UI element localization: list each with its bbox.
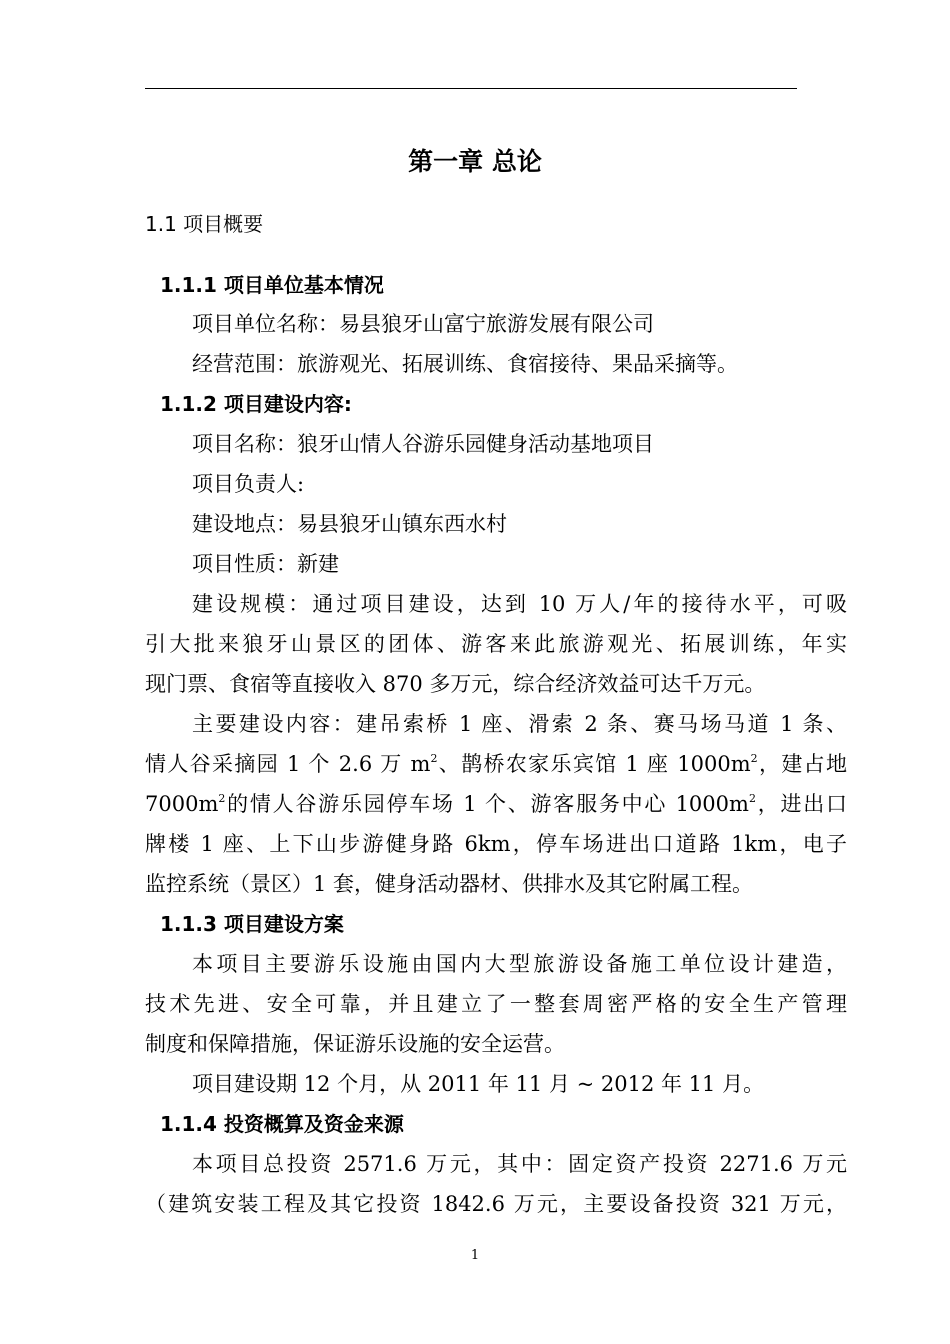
- scale-line-1: 建设规模：通过项目建设，达到 10 万人/年的接待水平，可吸: [192, 592, 847, 616]
- business-scope-line: 经营范围：旅游观光、拓展训练、食宿接待、果品采摘等。: [192, 352, 738, 376]
- scale-line-2: 引大批来狼牙山景区的团体、游客来此旅游观光、拓展训练，年实: [145, 632, 847, 656]
- superscript: 2: [750, 752, 758, 765]
- main-content-line-2: 情人谷采摘园 1 个 2.6 万 $m^2$、鹊桥农家乐宾馆 1 座 $1000m^2$，建占地: [145, 752, 848, 776]
- superscript: 2: [218, 792, 226, 805]
- main-content-line-4: 牌楼 1 座、上下山步游健身路 6km，停车场进出口道路 1km，电子: [145, 832, 847, 856]
- page-number: 1: [470, 1248, 480, 1263]
- scale-line-3: 现门票、食宿等直接收入 870 多万元，综合经济效益可达千万元。: [145, 672, 766, 696]
- construction-period-line: 项目建设期 12 个月，从 2011 年 11 月 ~ 2012 年 11 月。: [192, 1072, 765, 1096]
- investment-line-1: 本项目总投资 2571.6 万元，其中：固定资产投资 2271.6 万元: [192, 1152, 847, 1176]
- location-line: 建设地点：易县狼牙山镇东西水村: [192, 512, 507, 536]
- investment-line-2: （建筑安装工程及其它投资 1842.6 万元，主要设备投资 321 万元，: [145, 1192, 847, 1216]
- project-leader-line: 项目负责人:: [192, 472, 305, 496]
- header-rule: [145, 88, 797, 89]
- subsection-heading-1-1-4: 1.1.4 投资概算及资金来源: [160, 1112, 404, 1136]
- scheme-line-3: 制度和保障措施，保证游乐设施的安全运营。: [145, 1032, 565, 1056]
- scheme-line-2: 技术先进、安全可靠，并且建立了一整套周密严格的安全生产管理: [145, 992, 847, 1016]
- superscript: 2: [430, 752, 438, 765]
- nature-line: 项目性质：新建: [192, 552, 339, 576]
- superscript: 2: [748, 792, 756, 805]
- main-content-line-3: $7000m^2$的情人谷游乐园停车场 1 个、游客服务中心 $1000m^2$，进出口: [145, 792, 847, 816]
- main-content-line-1: 主要建设内容：建吊索桥 1 座、滑索 2 条、赛马场马道 1 条、: [192, 712, 847, 736]
- subsection-heading-1-1-3: 1.1.3 项目建设方案: [160, 912, 344, 936]
- main-content-line-5: 监控系统（景区）1 套，健身活动器材、供排水及其它附属工程。: [145, 872, 754, 896]
- subsection-heading-1-1-2: 1.1.2 项目建设内容:: [160, 392, 352, 416]
- chapter-title: 第一章 总论: [408, 147, 542, 176]
- subsection-heading-1-1-1: 1.1.1 项目单位基本情况: [160, 273, 384, 297]
- project-name-line: 项目名称：狼牙山情人谷游乐园健身活动基地项目: [192, 432, 654, 456]
- unit-name-line: 项目单位名称：易县狼牙山富宁旅游发展有限公司: [192, 312, 654, 336]
- section-heading-1-1: 1.1 项目概要: [145, 212, 264, 236]
- scheme-line-1: 本项目主要游乐设施由国内大型旅游设备施工单位设计建造，: [192, 952, 847, 976]
